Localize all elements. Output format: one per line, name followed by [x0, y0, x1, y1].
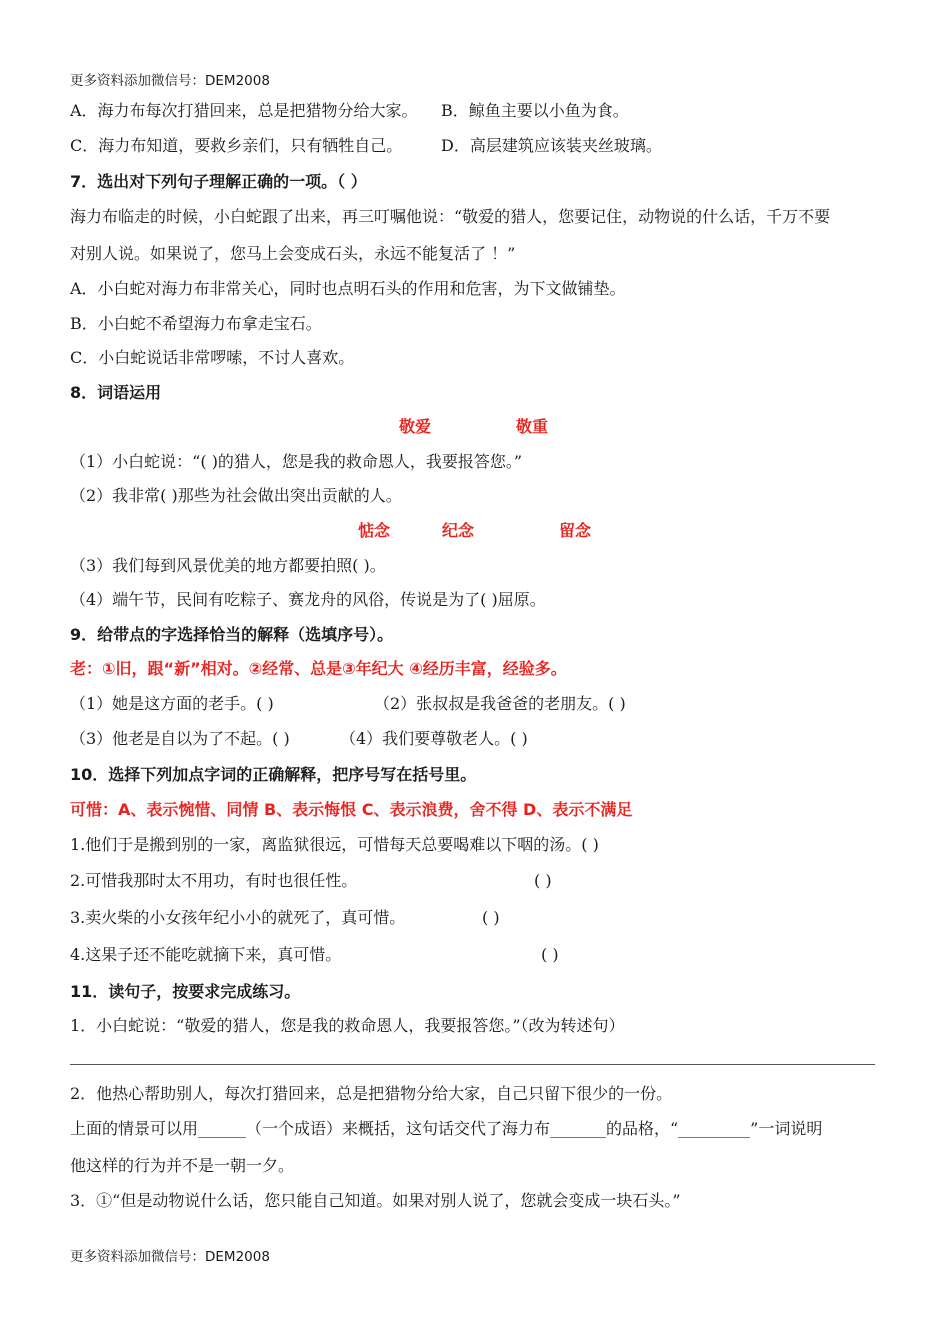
q7-option-a: A．小白蛇对海力布非常关心，同时也点明石头的作用和危害，为下文做铺垫。: [70, 279, 626, 298]
q10-sentence-3: 3.卖火柴的小女孩年纪小小的就死了，真可惜。: [70, 908, 406, 927]
q10-answer-paren-3: ( ): [482, 908, 500, 927]
q8-word-jingzhong: 敬重: [516, 417, 549, 436]
q11-sentence-3: 3．①“但是动物说什么话，您只能自己知道。如果对别人说了，您就会变成一块石头。”: [70, 1191, 681, 1210]
q8-sentence-2: （2）我非常( )那些为社会做出突出贡献的人。: [70, 486, 402, 505]
q10-answer-paren-2: ( ): [534, 871, 552, 890]
q7-passage-line1: 海力布临走的时候，小白蛇跟了出来，再三叮嘱他说：“敬爱的猎人，您要记住，动物说的什么话，千万不要: [70, 207, 831, 226]
q6-option-b: B．鲸鱼主要以小鱼为食。: [441, 101, 629, 120]
q11-title: 11．读句子，按要求完成练习。: [70, 982, 301, 1001]
q8-sentence-1: （1）小白蛇说：“( )的猎人，您是我的救命恩人，我要报答您。”: [70, 452, 523, 471]
q10-key: 可惜：A、表示惋惜、同情 B、表示悔恨 C、表示浪费，舍不得 D、表示不满足: [70, 800, 633, 819]
q11-fill-line-2: 他这样的行为并不是一朝一夕。: [70, 1156, 295, 1175]
q6-option-d: D．高层建筑应该装夹丝玻璃。: [441, 136, 662, 155]
q8-word-diannian: 惦念: [358, 521, 391, 540]
q9-sentence-2: （2）张叔叔是我爸爸的老朋友。( ): [374, 694, 626, 713]
q7-option-b: B．小白蛇不希望海力布拿走宝石。: [70, 314, 322, 333]
q8-sentence-3: （3）我们每到风景优美的地方都要拍照( )。: [70, 556, 386, 575]
q7-passage-line2: 对别人说。如果说了，您马上会变成石头，永远不能复活了 ！”: [70, 244, 516, 263]
q9-sentence-1: （1）她是这方面的老手。( ): [70, 694, 274, 713]
q10-sentence-4: 4.这果子还不能吃就摘下来，真可惜。: [70, 945, 342, 964]
page-footer: 更多资料添加微信号：DEM2008: [70, 1249, 270, 1265]
q11-sentence-1: 1．小白蛇说：“敬爱的猎人，您是我的救命恩人，我要报答您。”（改为转述句）: [70, 1016, 625, 1035]
q10-answer-paren-4: ( ): [541, 945, 559, 964]
q9-title: 9．给带点的字选择恰当的解释（选填序号）。: [70, 625, 394, 644]
q8-title: 8．词语运用: [70, 383, 162, 402]
q6-option-c: C．海力布知道，要救乡亲们，只有牺牲自己。: [70, 136, 403, 155]
q11-fill-line-1: 上面的情景可以用______（一个成语）来概括，这句话交代了海力布_______的品格，“_________”一词说明: [70, 1119, 823, 1138]
q8-word-liunian: 留念: [559, 521, 592, 540]
q9-sentence-4: （4）我们要尊敬老人。( ): [340, 729, 528, 748]
q7-title: 7．选出对下列句子理解正确的一项。（ ）: [70, 172, 367, 191]
q8-sentence-4: （4）端午节，民间有吃粽子、赛龙舟的风俗，传说是为了( )屈原。: [70, 590, 546, 609]
q10-sentence-1: 1.他们于是搬到别的一家，离监狱很远，可惜每天总要喝难以下咽的汤。( ): [70, 835, 599, 854]
page-header: 更多资料添加微信号：DEM2008: [70, 73, 270, 89]
q6-option-a: A．海力布每次打猎回来，总是把猎物分给大家。: [70, 101, 418, 120]
q8-word-jingai: 敬爱: [399, 417, 432, 436]
q10-sentence-2: 2.可惜我那时太不用功，有时也很任性。: [70, 871, 358, 890]
answer-line: [70, 1064, 875, 1065]
q7-option-c: C．小白蛇说话非常啰嗦，不讨人喜欢。: [70, 348, 355, 367]
q8-word-jinian: 纪念: [442, 521, 475, 540]
q9-sentence-3: （3）他老是自以为了不起。( ): [70, 729, 290, 748]
q9-key: 老：①旧，跟“新”相对。②经常、总是③年纪大 ④经历丰富，经验多。: [70, 659, 567, 678]
q11-sentence-2: 2．他热心帮助别人，每次打猎回来，总是把猎物分给大家，自己只留下很少的一份。: [70, 1084, 673, 1103]
q10-title: 10．选择下列加点字词的正确解释，把序号写在括号里。: [70, 765, 477, 784]
